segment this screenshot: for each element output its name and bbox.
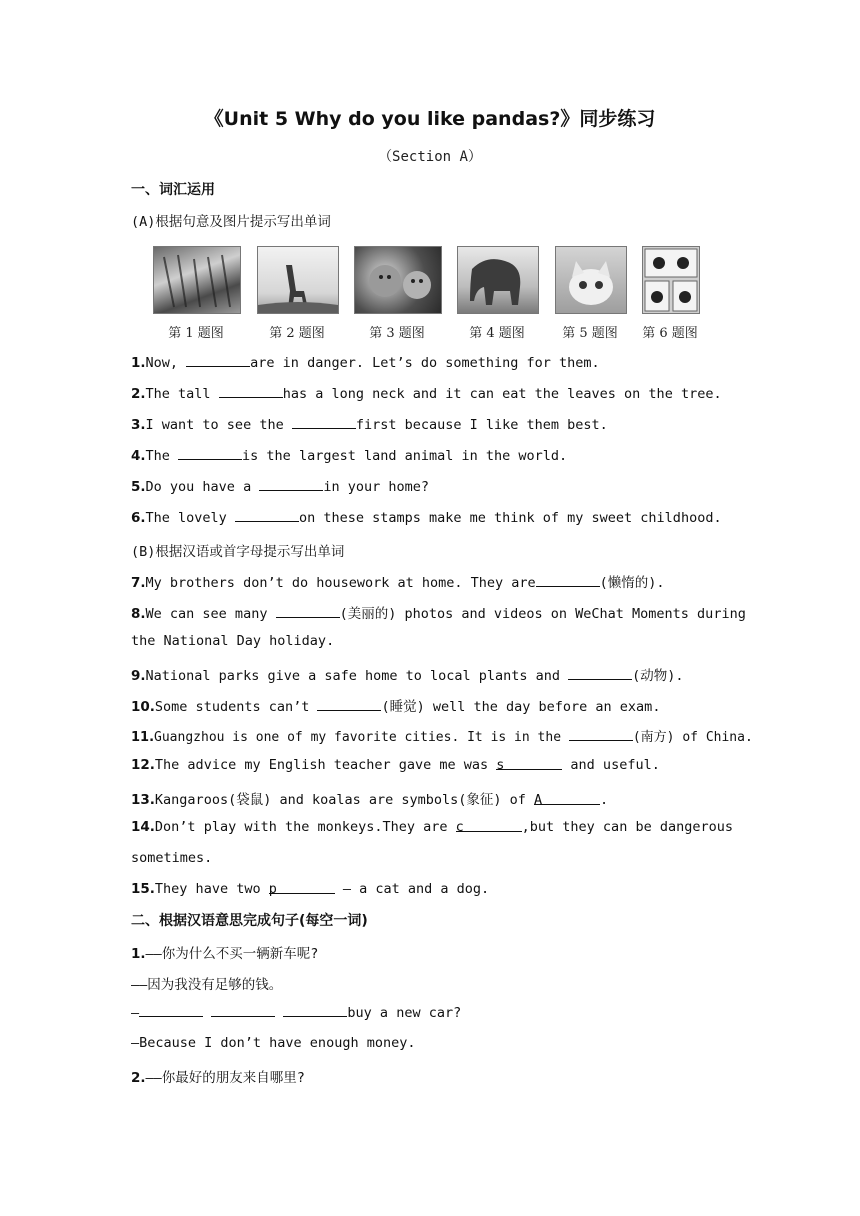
question-text: in your home?	[323, 479, 429, 495]
answer-blank[interactable]	[283, 1004, 347, 1017]
image-caption-5: 第 5 题图	[562, 326, 618, 341]
question-text: Do you have a	[145, 479, 260, 495]
question-text: We can see many	[145, 606, 276, 622]
question-text: The tall	[145, 386, 219, 402]
answer-blank[interactable]: s	[496, 757, 562, 770]
question-text: are in danger. Let’s do something for them.	[250, 355, 600, 371]
question-text: has a long neck and it can eat the leaves on the tree.	[282, 386, 722, 402]
answer-blank[interactable]	[536, 574, 600, 587]
question-3	[131, 416, 608, 433]
section-b-instruction: (B)根据汉语或首字母提示写出单词	[131, 544, 345, 560]
question-12	[131, 757, 660, 773]
answer-blank[interactable]: A	[534, 792, 600, 805]
question-text: first because I like them best.	[355, 417, 608, 433]
question-15	[131, 881, 489, 897]
question-number: 15.	[131, 881, 155, 897]
question-text: (动物).	[632, 668, 684, 684]
giraffe-photo	[257, 246, 339, 314]
question-number: 8.	[131, 606, 146, 622]
image-caption-6: 第 6 题图	[642, 326, 698, 341]
question-number: 6.	[131, 510, 146, 526]
question-text: on these stamps make me think of my sweet childhood.	[298, 510, 722, 526]
image-caption-4: 第 4 题图	[469, 326, 525, 341]
question-text: and useful.	[562, 757, 660, 773]
dash: —	[131, 1005, 140, 1021]
question-11	[131, 726, 753, 745]
answer-blank[interactable]	[211, 1004, 275, 1017]
question-number: 2.	[131, 1070, 146, 1086]
question-text: Now,	[145, 355, 187, 371]
question-number: 1.	[131, 355, 146, 371]
question-14	[131, 819, 733, 835]
question-text: (睡觉) well the day before an exam.	[381, 699, 661, 715]
answer-blank[interactable]	[569, 728, 633, 741]
image-caption-2: 第 2 题图	[269, 326, 325, 341]
question-text: (美丽的) photos and videos on WeChat Moments during	[339, 606, 746, 622]
answer-blank[interactable]	[259, 478, 323, 491]
question-text: Some students can’t	[154, 699, 318, 715]
question-text: (懒惰的).	[599, 575, 665, 591]
question-text: National parks give a safe home to local plants and	[145, 668, 569, 684]
question-5	[131, 478, 429, 495]
answer-blank[interactable]	[317, 698, 381, 711]
question-text: is the largest land animal in the world.	[242, 448, 568, 464]
section-a-instruction: (A)根据句意及图片提示写出单词	[131, 214, 331, 230]
question-number: 12.	[131, 757, 155, 773]
question-text: The	[145, 448, 179, 464]
part2-question-1	[131, 942, 318, 962]
question-4	[131, 447, 567, 464]
answer-blank[interactable]	[186, 354, 250, 367]
question-number: 13.	[131, 792, 155, 808]
question-number: 10.	[131, 699, 155, 715]
question-number: 14.	[131, 819, 155, 835]
answer-blank[interactable]: c	[456, 819, 522, 832]
question-7	[131, 571, 665, 591]
tiger-photo	[153, 246, 241, 314]
question-text: ——你为什么不买一辆新车呢?	[145, 946, 319, 962]
answer-blank[interactable]	[276, 605, 340, 618]
question-text: The advice my English teacher gave me was	[154, 757, 497, 773]
question-number: 3.	[131, 417, 146, 433]
question-text: Don’t play with the monkeys.They are	[154, 819, 456, 835]
part2-question-1-english	[131, 1004, 461, 1021]
question-number: 1.	[131, 946, 146, 962]
question-text: — a cat and a dog.	[334, 881, 490, 897]
question-2	[131, 385, 722, 402]
question-14-continued: sometimes.	[131, 850, 213, 866]
cat-photo	[555, 246, 627, 314]
question-number: 2.	[131, 386, 146, 402]
part2-heading: 二、根据汉语意思完成句子(每空一词)	[131, 913, 368, 929]
answer-blank[interactable]	[219, 385, 283, 398]
question-text: ,but they can be dangerous	[521, 819, 733, 835]
answer-blank[interactable]	[292, 416, 356, 429]
question-10	[131, 695, 660, 715]
question-text: .	[600, 792, 609, 808]
question-text: Kangaroos(袋鼠) and koalas are symbols(象征) of	[154, 792, 535, 808]
answer-blank[interactable]	[568, 667, 632, 680]
lion-photo	[354, 246, 442, 314]
part2-question-1-answer-zh: ——因为我没有足够的钱。	[131, 977, 283, 993]
part2-question-1-english-answer: —Because I don’t have enough money.	[131, 1035, 416, 1051]
question-text: They have two	[154, 881, 269, 897]
question-9	[131, 664, 684, 684]
question-1	[131, 354, 600, 371]
answer-blank[interactable]: p	[269, 881, 335, 894]
answer-blank[interactable]	[178, 447, 242, 460]
question-8	[131, 602, 746, 622]
question-8-continued: the National Day holiday.	[131, 633, 335, 649]
answer-blank[interactable]	[235, 509, 299, 522]
question-number: 9.	[131, 668, 146, 684]
question-text: My brothers don’t do housework at home. They are	[145, 575, 536, 591]
question-text: I want to see the	[145, 417, 292, 433]
question-text: The lovely	[145, 510, 235, 526]
question-number: 7.	[131, 575, 146, 591]
part1-heading: 一、词汇运用	[131, 182, 215, 198]
panda-stamps-photo	[642, 246, 700, 314]
question-13	[131, 788, 608, 808]
image-caption-3: 第 3 题图	[369, 326, 425, 341]
answer-blank[interactable]	[139, 1004, 203, 1017]
question-number: 5.	[131, 479, 146, 495]
question-6	[131, 509, 722, 526]
question-number: 4.	[131, 448, 146, 464]
page-subtitle: （Section A）	[378, 149, 482, 165]
question-text: Guangzhou is one of my favorite cities. It is in the	[154, 730, 569, 745]
question-text: (南方) of China.	[632, 730, 753, 745]
elephant-photo	[457, 246, 539, 314]
question-number: 11.	[131, 730, 155, 745]
part2-question-2	[131, 1066, 305, 1086]
page-title: 《Unit 5 Why do you like pandas?》同步练习	[204, 108, 656, 130]
question-text: buy a new car?	[347, 1005, 462, 1021]
question-text: ——你最好的朋友来自哪里?	[145, 1070, 305, 1086]
image-caption-1: 第 1 题图	[168, 326, 224, 341]
